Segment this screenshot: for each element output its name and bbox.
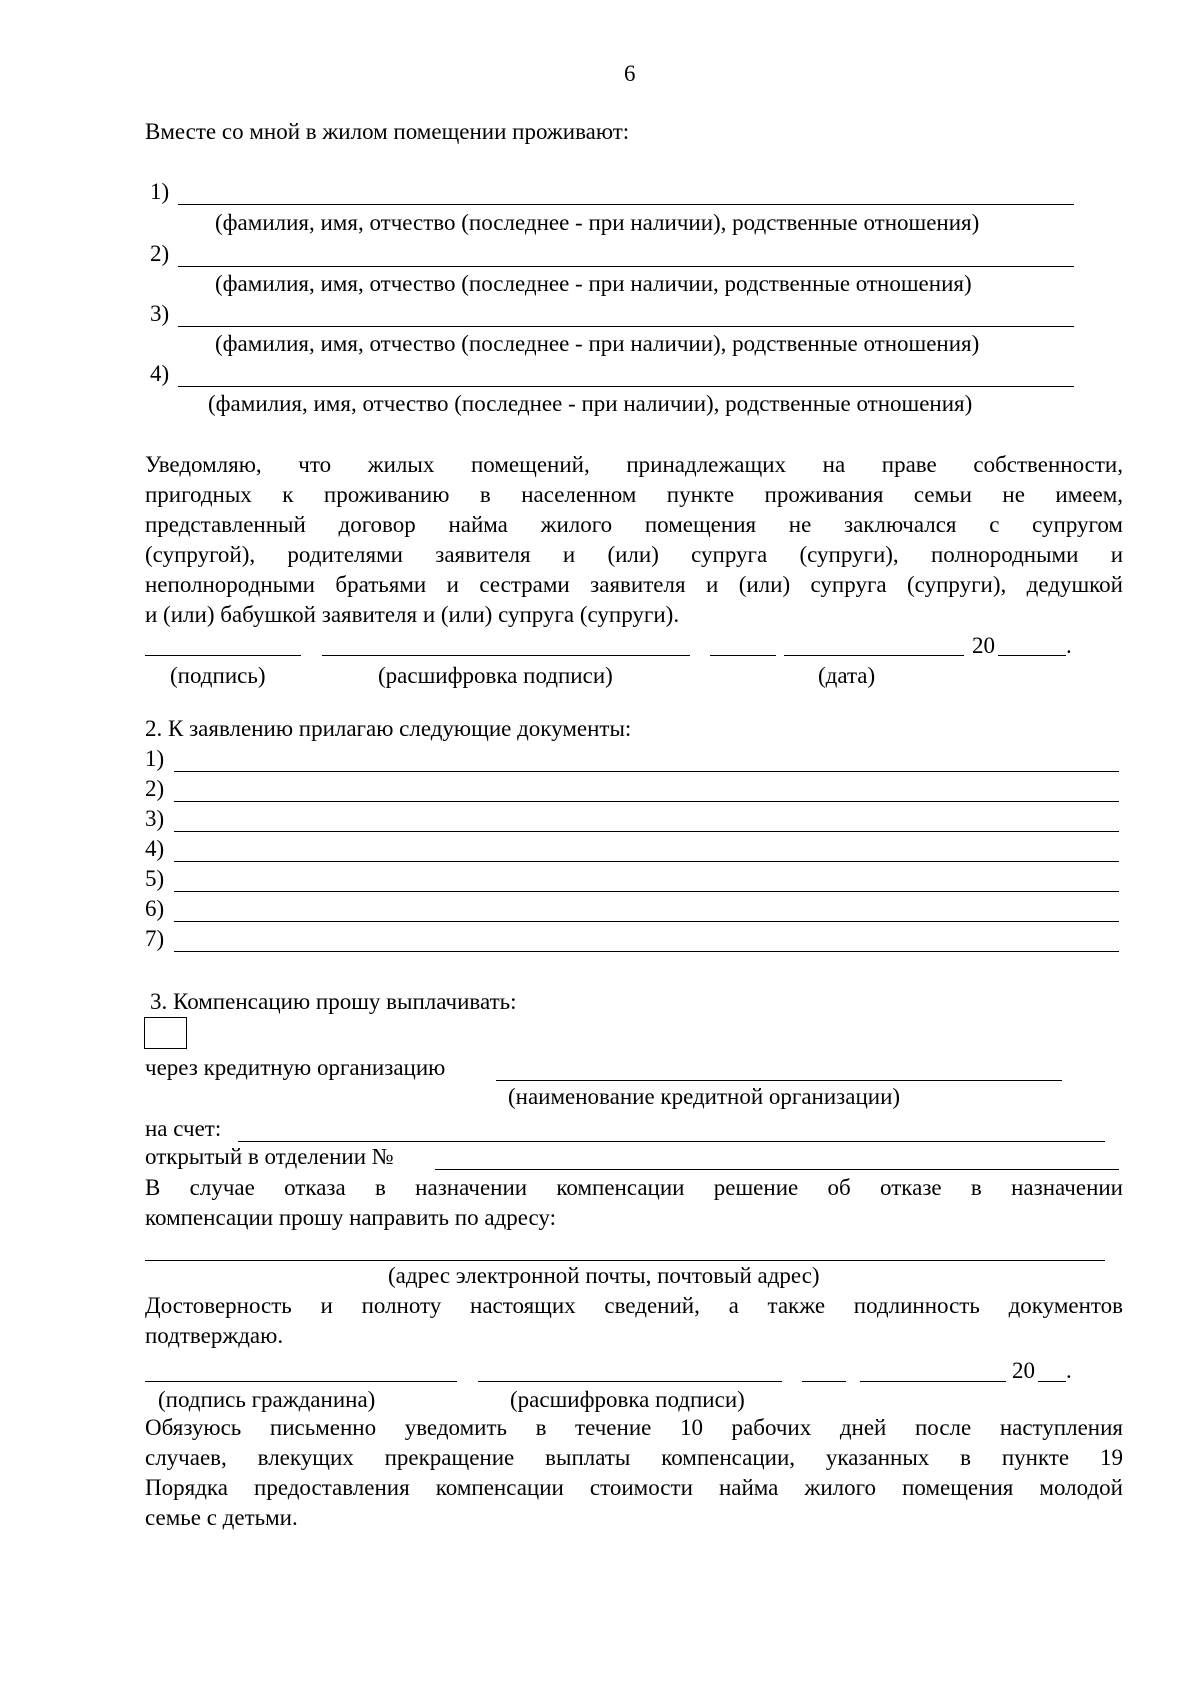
resident-line-1[interactable] [178, 204, 1074, 205]
resident-number-3: 3) [150, 301, 170, 326]
document-line-3[interactable] [174, 831, 1119, 832]
obligation-line-3: Порядка предоставления компенсации стоимости найма жилого помещения молодой [145, 1475, 1123, 1500]
credit-org-line[interactable] [496, 1080, 1062, 1081]
notice-month-line[interactable] [784, 655, 964, 656]
document-line-1[interactable] [174, 771, 1119, 772]
citizen-year-line[interactable] [1038, 1381, 1066, 1382]
document-number-4: 4) [145, 836, 165, 861]
notice-line-2: пригодных к проживанию в населенном пункте проживания семьи не имеем, [145, 482, 1123, 507]
notice-line-1: Уведомляю, что жилых помещений, принадлежащих на праве собственности, [145, 452, 1123, 477]
notice-signature-line[interactable] [145, 655, 301, 656]
resident-caption-3: (фамилия, имя, отчество (последнее - при наличии), родственные отношения) [215, 331, 980, 356]
resident-caption-2: (фамилия, имя, отчество (последнее - при наличии, родственные отношения) [215, 271, 972, 296]
confirm-line-2: подтверждаю. [145, 1323, 284, 1348]
compensation-heading: 3. Компенсацию прошу выплачивать: [150, 989, 517, 1014]
credit-org-caption: (наименование кредитной организации) [508, 1084, 901, 1109]
notice-line-6: и (или) бабушкой заявителя и (или) супруга (супруги). [145, 602, 680, 627]
refusal-line-1: В случае отказа в назначении компенсации решение об отказе в назначении [145, 1175, 1123, 1200]
credit-org-checkbox[interactable] [144, 1017, 187, 1049]
notice-year-prefix: 20 [972, 633, 995, 658]
resident-line-3[interactable] [178, 326, 1074, 327]
notice-decoding-line[interactable] [322, 655, 690, 656]
notice-date-caption: (дата) [818, 663, 876, 688]
obligation-line-4: семье с детьми. [145, 1505, 298, 1530]
document-line-5[interactable] [174, 891, 1119, 892]
branch-line[interactable] [435, 1169, 1119, 1170]
citizen-year-suffix: . [1066, 1358, 1072, 1383]
citizen-signature-caption: (подпись гражданина) [158, 1387, 376, 1412]
address-line[interactable] [145, 1260, 1105, 1261]
resident-line-4[interactable] [178, 386, 1074, 387]
document-number-1: 1) [145, 746, 165, 771]
document-line-7[interactable] [174, 951, 1119, 952]
document-line-6[interactable] [174, 921, 1119, 922]
citizen-signature-line[interactable] [145, 1381, 457, 1382]
refusal-line-2: компенсации прошу направить по адресу: [145, 1205, 557, 1230]
notice-year-line[interactable] [998, 655, 1066, 656]
notice-day-line[interactable] [710, 655, 776, 656]
citizen-decoding-line[interactable] [478, 1381, 782, 1382]
branch-label: открытый в отделении № [145, 1144, 394, 1169]
page-number: 6 [624, 61, 636, 86]
document-number-7: 7) [145, 926, 165, 951]
document-number-6: 6) [145, 896, 165, 921]
credit-org-label: через кредитную организацию [145, 1055, 446, 1080]
address-caption: (адрес электронной почты, почтовый адрес) [388, 1263, 820, 1288]
resident-number-4: 4) [150, 361, 170, 386]
notice-decoding-caption: (расшифровка подписи) [378, 663, 613, 688]
resident-line-2[interactable] [178, 266, 1074, 267]
notice-signature-caption: (подпись) [170, 663, 266, 688]
document-number-2: 2) [145, 776, 165, 801]
account-line[interactable] [238, 1141, 1105, 1142]
document-number-3: 3) [145, 806, 165, 831]
notice-line-4: (супругой), родителями заявителя и (или) супруга (супруги), полнородными и [145, 542, 1123, 567]
notice-line-3: представленный договор найма жилого помещения не заключался с супругом [145, 512, 1123, 537]
resident-caption-4: (фамилия, имя, отчество (последнее - при наличии), родственные отношения) [208, 391, 973, 416]
citizen-day-line[interactable] [802, 1381, 846, 1382]
notice-line-5: неполнородными братьями и сестрами заявителя и (или) супруга (супруги), дедушкой [145, 572, 1123, 597]
document-number-5: 5) [145, 866, 165, 891]
citizen-month-line[interactable] [860, 1381, 1006, 1382]
notice-year-suffix: . [1066, 633, 1072, 658]
resident-number-2: 2) [150, 241, 170, 266]
obligation-line-2: случаев, влекущих прекращение выплаты компенсации, указанных в пункте 19 [145, 1445, 1123, 1470]
resident-caption-1: (фамилия, имя, отчество (последнее - при наличии), родственные отношения) [215, 210, 980, 235]
document-line-4[interactable] [174, 861, 1119, 862]
document-line-2[interactable] [174, 801, 1119, 802]
citizen-year-prefix: 20 [1012, 1358, 1035, 1383]
obligation-line-1: Обязуюсь письменно уведомить в течение 10 рабочих дней после наступления [145, 1415, 1123, 1440]
citizen-decoding-caption: (расшифровка подписи) [510, 1387, 745, 1412]
resident-number-1: 1) [150, 179, 170, 204]
documents-heading: 2. К заявлению прилагаю следующие документы: [145, 716, 632, 741]
account-label: на счет: [145, 1116, 222, 1141]
confirm-line-1: Достоверность и полноту настоящих сведений, а также подлинность документов [145, 1293, 1123, 1318]
residents-heading: Вместе со мной в жилом помещении проживают: [145, 119, 630, 144]
